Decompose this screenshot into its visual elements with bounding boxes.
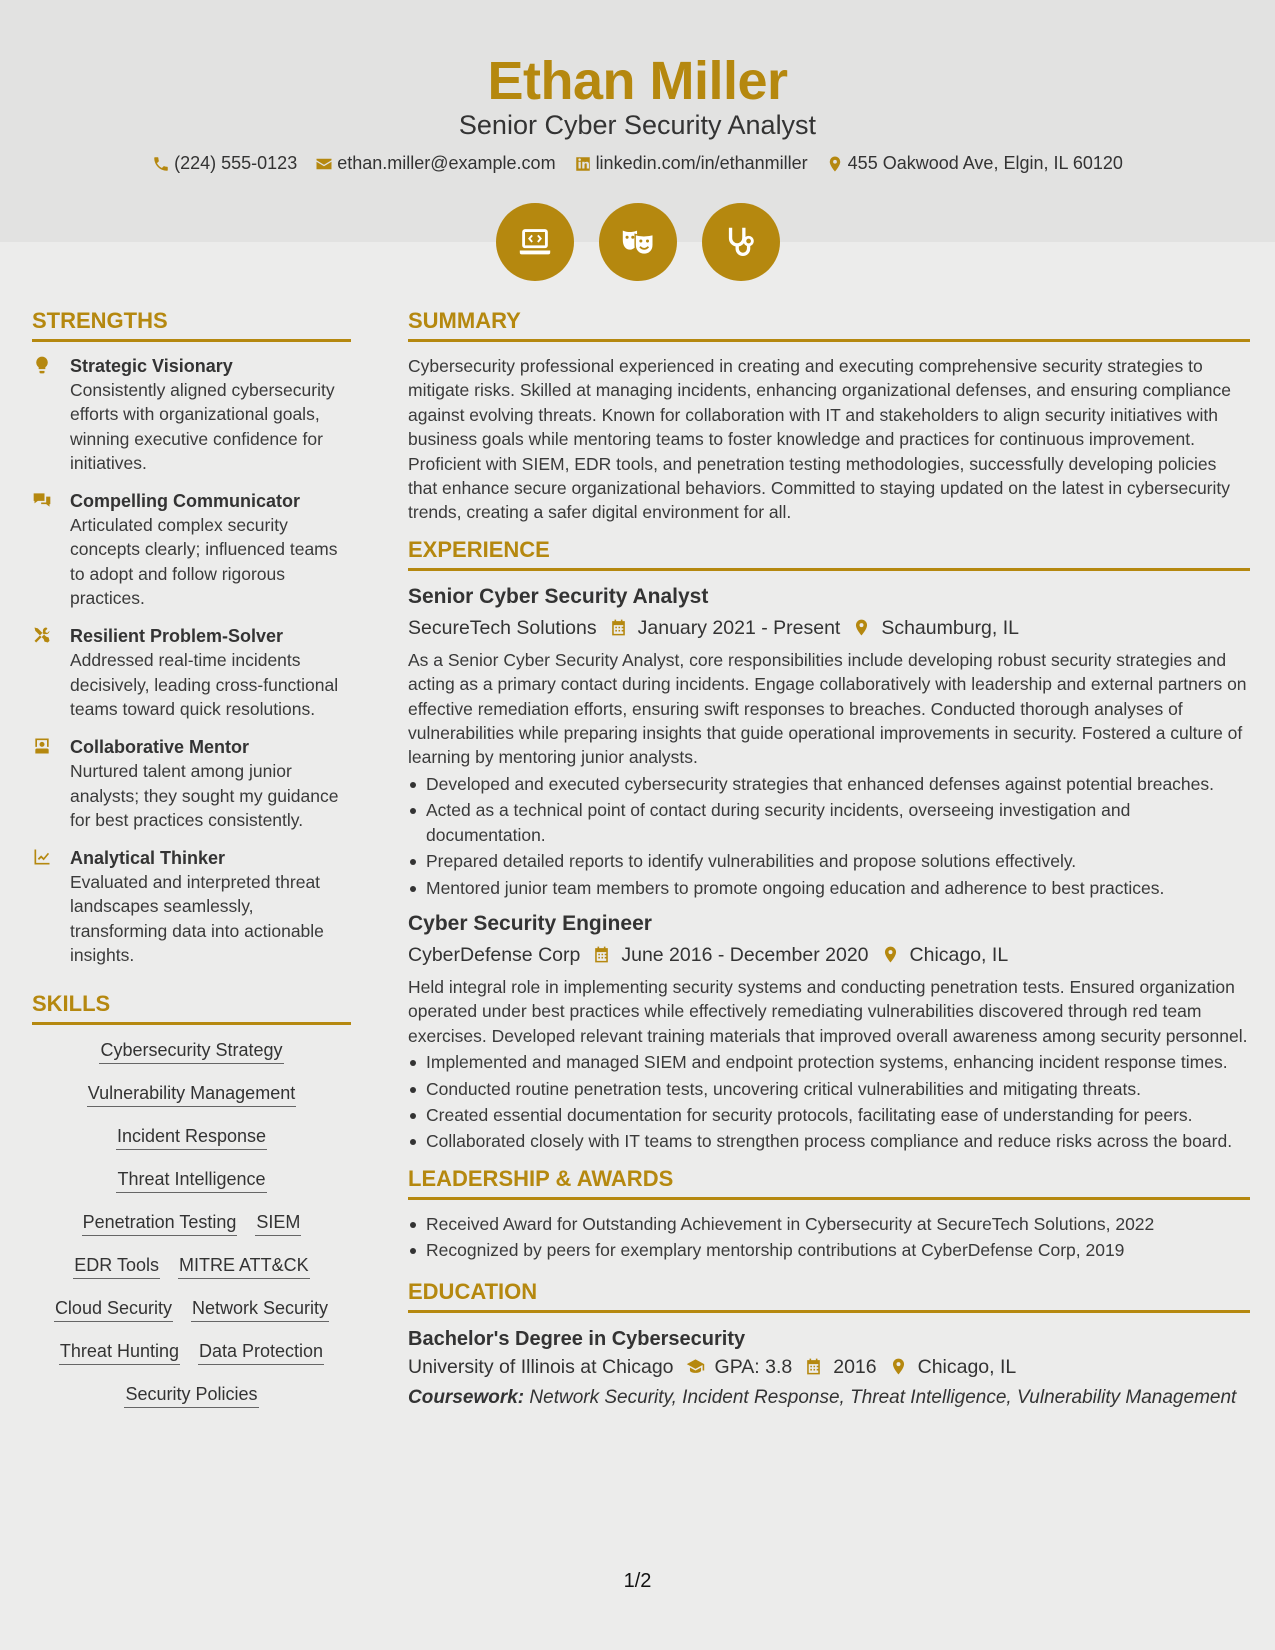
tools-icon: [32, 625, 52, 645]
contact-linkedin-text[interactable]: linkedin.com/in/ethanmiller: [595, 153, 808, 173]
job-dates: January 2021 - Present: [637, 616, 841, 639]
contact-phone-text: (224) 555-0123: [174, 153, 298, 173]
job-entry: [408, 583, 1250, 900]
skill-tag: EDR Tools: [73, 1252, 160, 1279]
skills-heading: SKILLS: [32, 991, 351, 1025]
skill-tag: Data Protection: [198, 1338, 324, 1365]
job-bullets: [408, 772, 1250, 900]
gpa: GPA: 3.8: [714, 1355, 793, 1378]
education-meta: [408, 1353, 1250, 1381]
page-indicator: 1/2: [623, 1570, 652, 1592]
calendar-icon: [804, 1357, 823, 1376]
degree-title: Bachelor's Degree in Cybersecurity: [408, 1327, 746, 1350]
strength-title: Strategic Visionary: [70, 356, 233, 376]
map-pin-icon: [852, 618, 871, 637]
coursework-label: Coursework:: [408, 1386, 525, 1408]
left-column: [32, 308, 351, 1424]
contact-phone: [152, 153, 297, 174]
masks-theater-icon: [599, 203, 677, 281]
skill-tag: Cybersecurity Strategy: [99, 1037, 283, 1064]
contact-email[interactable]: [315, 153, 555, 174]
job-location: Chicago, IL: [909, 943, 1009, 966]
job-dates: June 2016 - December 2020: [621, 943, 869, 966]
stethoscope-icon: [702, 203, 780, 281]
skill-tag: SIEM: [255, 1209, 301, 1236]
skill-tag: Incident Response: [116, 1123, 267, 1150]
strengths-heading: STRENGTHS: [32, 308, 351, 342]
skills-list: [32, 1037, 351, 1424]
strength-desc: Nurtured talent among junior analysts; they sought my guidance for best practices consistently.: [70, 761, 339, 830]
graduation-year: 2016: [833, 1355, 877, 1378]
badge-row: [0, 203, 1275, 281]
strength-desc: Consistently aligned cybersecurity efforts with organizational goals, winning executive confidence for initiatives.: [70, 380, 335, 473]
strength-title: Compelling Communicator: [70, 491, 301, 512]
list-item: Conducted routine penetration tests, uncovering critical vulnerabilities and mitigating threats.: [408, 1077, 1250, 1101]
coursework-list: Network Security, Incident Response, Threat Intelligence, Vulnerability Management: [529, 1386, 1237, 1408]
strength-item: [32, 735, 351, 832]
skill-tag: Security Policies: [124, 1381, 258, 1408]
strength-item: [32, 354, 351, 475]
summary-text: Cybersecurity professional experienced in creating and executing comprehensive security strategies to mitigate risks. Skilled at managing incidents, enhancing organizational defenses, and ensuring compliance against evolving threats. Known for collaboration with IT and stakeholders to align security initiatives with business goals while mentoring teams to foster knowledge and practices for continuous improvement. Proficient with SIEM, EDR tools, and penetration testing methodologies, successfully developing policies that enhance secure organizational behaviors. Committed to staying updated on the latest in cybersecurity trends, creating a safer digital environment for all.: [408, 356, 1231, 523]
calendar-icon: [609, 618, 628, 637]
list-item: Acted as a technical point of contact during security incidents, overseeing investigation and documentation.: [408, 798, 1250, 847]
job-meta: [408, 614, 1250, 642]
list-item: Created essential documentation for security protocols, facilitating ease of understanding for peers.: [408, 1103, 1250, 1127]
calendar-icon: [592, 945, 611, 964]
chart-line-icon: [32, 847, 52, 867]
list-item: Collaborated closely with IT teams to strengthen process compliance and reduce risks across the board.: [408, 1129, 1250, 1153]
school-name: University of Illinois at Chicago: [408, 1355, 674, 1378]
skill-tag: Cloud Security: [54, 1295, 173, 1322]
map-pin-icon: [826, 155, 844, 173]
strength-title: Collaborative Mentor: [70, 737, 250, 758]
contact-address: [826, 153, 1123, 174]
list-item: Implemented and managed SIEM and endpoint protection systems, enhancing incident response times.: [408, 1050, 1250, 1074]
experience-heading: EXPERIENCE: [408, 537, 1250, 571]
envelope-icon: [315, 155, 333, 173]
job-location: Schaumburg, IL: [881, 616, 1019, 639]
strength-desc: Evaluated and interpreted threat landscapes seamlessly, transforming data into actionable insights.: [70, 872, 324, 966]
skill-tag: MITRE ATT&CK: [178, 1252, 310, 1279]
graduation-cap-icon: [686, 1357, 705, 1376]
skill-tag: Vulnerability Management: [87, 1080, 296, 1107]
job-entry: [408, 910, 1250, 1154]
list-item: Received Award for Outstanding Achievement in Cybersecurity at SecureTech Solutions, 2022: [408, 1212, 1250, 1236]
strength-item: [32, 846, 351, 967]
strength-title: Resilient Problem-Solver: [70, 626, 284, 647]
map-pin-icon: [889, 1357, 908, 1376]
list-item: Mentored junior team members to promote ongoing education and adherence to best practices.: [408, 876, 1250, 900]
phone-icon: [152, 155, 170, 173]
comments-icon: [32, 490, 52, 510]
contact-linkedin[interactable]: [574, 153, 808, 174]
right-column: [408, 308, 1250, 1410]
job-description: As a Senior Cyber Security Analyst, core responsibilities include developing robust security strategies and acting as a primary contact during incidents. Engage collaboratively with leadership and external partners on effective remediation efforts, ensuring swift responses to breaches. Conducted thorough analyses of vulnerabilities while preparing insights that guide operational improvements in security. Fostered a culture of learning by mentoring junior analysts.: [408, 649, 1247, 768]
strength-item: [32, 489, 351, 610]
candidate-name: Ethan Miller: [487, 51, 788, 111]
contact-address-text: 455 Oakwood Ave, Elgin, IL 60120: [847, 153, 1123, 173]
strength-desc: Addressed real-time incidents decisively, leading cross-functional teams toward quick resolutions.: [70, 650, 339, 719]
job-meta: [408, 941, 1250, 969]
map-pin-icon: [881, 945, 900, 964]
contact-bar: [0, 153, 1275, 174]
strength-desc: Articulated complex security concepts clearly; influenced teams to adopt and follow rigorous practices.: [70, 515, 338, 609]
job-description: Held integral role in implementing security systems and conducting penetration tests. Ensured organization operated under best practices while effectively remediating vulnerabilities discovered through red team exercises. Developed relevant training materials that improved overall awareness among security personnel.: [408, 976, 1248, 1046]
leadership-list: [408, 1212, 1250, 1263]
contact-email-text[interactable]: ethan.miller@example.com: [337, 153, 556, 173]
skill-tag: Penetration Testing: [82, 1209, 238, 1236]
leadership-heading: LEADERSHIP & AWARDS: [408, 1166, 1250, 1200]
job-company: CyberDefense Corp: [408, 943, 581, 966]
job-title: Senior Cyber Security Analyst: [408, 584, 709, 608]
education-heading: EDUCATION: [408, 1279, 1250, 1313]
skill-tag: Threat Intelligence: [116, 1166, 266, 1193]
summary-heading: SUMMARY: [408, 308, 1250, 342]
list-item: Developed and executed cybersecurity strategies that enhanced defenses against potential breaches.: [408, 772, 1250, 796]
job-bullets: [408, 1050, 1250, 1154]
list-item: Recognized by peers for exemplary mentorship contributions at CyberDefense Corp, 2019: [408, 1238, 1250, 1262]
lightbulb-icon: [32, 355, 52, 375]
skill-tag: Threat Hunting: [59, 1338, 180, 1365]
linkedin-icon: [574, 155, 592, 173]
list-item: Prepared detailed reports to identify vulnerabilities and propose solutions effectively.: [408, 849, 1250, 873]
candidate-title: Senior Cyber Security Analyst: [458, 110, 817, 140]
laptop-code-icon: [496, 203, 574, 281]
strength-item: [32, 624, 351, 721]
school-location: Chicago, IL: [917, 1355, 1017, 1378]
strength-title: Analytical Thinker: [70, 848, 226, 869]
coursework: [408, 1385, 1250, 1410]
job-company: SecureTech Solutions: [408, 616, 597, 639]
skill-tag: Network Security: [191, 1295, 329, 1322]
chalkboard-teacher-icon: [32, 736, 52, 756]
job-title: Cyber Security Engineer: [408, 911, 652, 935]
